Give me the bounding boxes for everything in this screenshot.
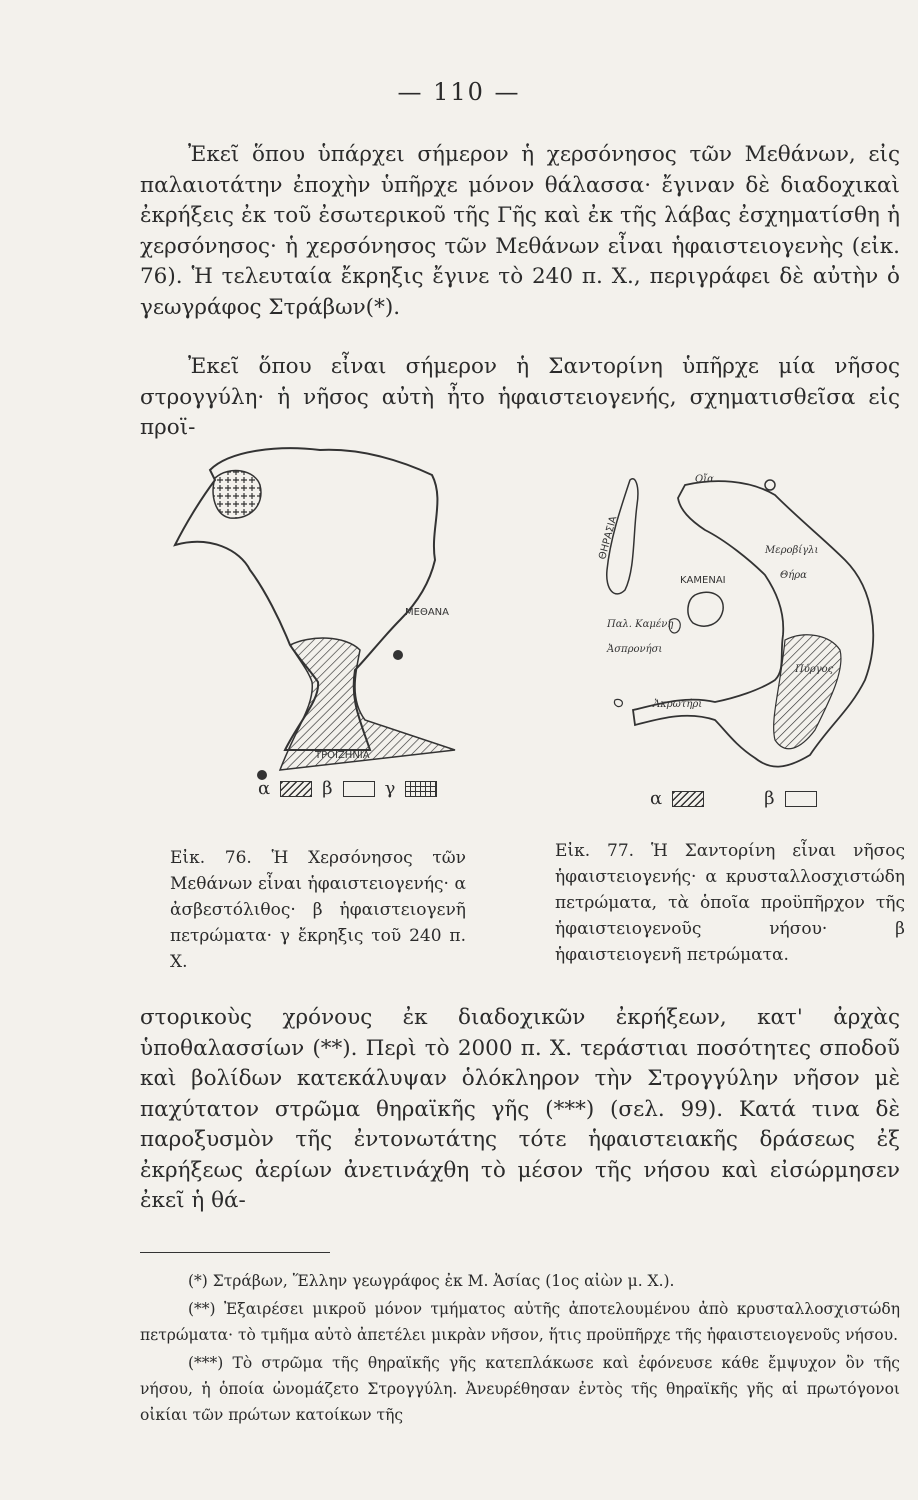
paragraph-methana: Ἐκεῖ ὅπου ὑπάρχει σήμερον ἡ χερσόνησος τῶν Μεθάνων, εἰς παλαιοτάτην ἐποχὴν ὑπῆρχε μόνον θάλασσα· ἔγιναν δὲ διαδοχικαὶ ἐκρήξεις ἐκ τοῦ ἐσωτερικοῦ τῆς Γῆς καὶ ἐκ τῆς λάβας ἐσχηματίσθη ἡ χερσόνησος· ἡ χερσόνησος τῶν Μεθάνων εἶναι ἡφαιστειογενὴς (εἰκ. 76). Ἡ τελευταία ἔκρηξις ἔγινε τὸ 240 π. Χ., περιγράφει δὲ αὐτὴν ὁ γεωγράφος Στράβων(*). [140, 142, 900, 320]
legend-b-label: β [764, 788, 775, 809]
figure-76-methana-map [160, 420, 480, 820]
aspronisi-outline [614, 699, 622, 706]
footnote-3: (***) Τὸ στρῶμα τῆς θηραϊκῆς γῆς κατεπλάκωσε καὶ ἐφόνευσε κάθε ἔμψυχον ὂν τῆς νήσου, ἡ ὁποία ὠνομάζετο Στρογγύλη. Ἀνευρέθησαν ἐντὸς τῆς θηραϊκῆς γῆς αἱ πρωτόγονοι οἰκίαι τῶν πρώτων κατοίκων τῆς [140, 1354, 900, 1424]
paragraph-santorini-continued: στορικοὺς χρόνους ἐκ διαδοχικῶν ἐκρήξεων, κατ' ἀρχὰς ὑποθαλασσίων (**). Περὶ τὸ 2000 π. Χ. τεράστιαι ποσότητες σποδοῦ καὶ βολίδων κατεκάλυψαν ὁλόκληρον τὴν Στρογγύλην νῆσον μὲ παχύτατον στρῶμα θηραϊκῆς γῆς (***) (σελ. 99). Κατά τινα δὲ παροξυσμὸν τῆς ἐντονωτάτης τότε ἡφαιστειακῆς δράσεως ἐξ ἐκρήξεως ἀερίων ἀνετινάχθη τὸ μέσον τῆς νήσου καὶ εἰσώρμησεν ἐκεῖ ἡ θά- [140, 1005, 900, 1213]
footnote-2: (**) Ἐξαιρέσει μικροῦ μόνον τμήματος αὐτῆς ἀποτελουμένου ἀπὸ κρυσταλλοσχιστώδη πετρώματα· τὸ τμῆμα αὐτὸ ἀπετέλει μικρὰν νῆσον, ἥτις προϋπῆρχε τῆς ἡφαιστειογενοῦς νήσου. [140, 1300, 900, 1344]
figure-77-santorini-map [575, 440, 895, 830]
label-merovigli: Μεροβίγλι [765, 545, 819, 556]
paragraph-santorini-intro: Ἐκεῖ ὅπου εἶναι σήμερον ἡ Σαντορίνη ὑπῆρχε μία νῆσος στρογγύλη· ἡ νῆσος αὐτὴ ἦτο ἡφαιστειογενής, σχηματισθεῖσα εἰς προϊ- [140, 354, 900, 440]
label-aspronisi: Ἀσπρονήσι [607, 644, 663, 655]
footnotes [140, 1268, 900, 1430]
label-kamenai: ΚΑΜΕΝΑΙ [680, 575, 726, 586]
crater-marker [393, 650, 403, 660]
legend-b-swatch [785, 791, 817, 807]
legend-a-label: α [258, 778, 271, 799]
legend-c-label: γ [384, 778, 396, 799]
crossed-area [213, 471, 261, 519]
label-thira: Θήρα [780, 570, 807, 581]
footnote-1: (*) Στράβων, Ἕλλην γεωγράφος ἐκ Μ. Ἀσίας (1ος αἰὼν μ. Χ.). [188, 1272, 675, 1290]
page-number: — 110 — [397, 78, 521, 106]
label-pyrgos: Πύργος [795, 664, 834, 675]
legend-a-swatch [672, 791, 704, 807]
kameni-outline [688, 592, 723, 626]
pyrgos-area-hatched [774, 635, 841, 749]
legend-a-swatch [280, 781, 312, 797]
legend-b-swatch [343, 781, 375, 797]
santorini-map-svg [575, 440, 895, 830]
legend-c-swatch [405, 781, 437, 797]
label-troizinia: ΤΡΟΙΖΗΝΙΑ [315, 750, 370, 761]
caption-figure-77: Εἰκ. 77. Ἡ Σαντορίνη εἶναι νῆσος ἡφαιστειογενής· α κρυσταλλοσχιστώδη πετρώματα, τὰ ὁποῖα προϋπῆρχον τῆς ἡφαιστειογενοῦς νήσου· β ἡφαιστειογενῆ πετρώματα. [555, 841, 905, 965]
label-akrotiri: Ἀκρωτήρι [653, 699, 703, 710]
label-oia: Οἴα [695, 474, 714, 485]
volcano-marker-north [765, 480, 775, 490]
legend-a-label: α [650, 788, 663, 809]
label-thirasia: ΘΗΡΑΣΙΑ [597, 515, 620, 561]
footnote-rule [140, 1252, 330, 1253]
figure-76-legend [258, 778, 437, 799]
figure-77-legend [650, 788, 817, 809]
label-palaia-kameni: Παλ. Καμένη [607, 619, 674, 630]
label-methana: ΜΕΘΑΝΑ [405, 607, 449, 618]
methana-map-svg [160, 420, 480, 820]
legend-b-label: β [322, 778, 333, 799]
caption-figure-76: Εἰκ. 76. Ἡ Χερσόνησος τῶν Μεθάνων εἶναι ἡφαιστειογενής· α ἀσβεστόλιθος· β ἡφαιστειογενῆ πετρώματα· γ ἔκρηξις τοῦ 240 π. Χ. [170, 848, 466, 972]
